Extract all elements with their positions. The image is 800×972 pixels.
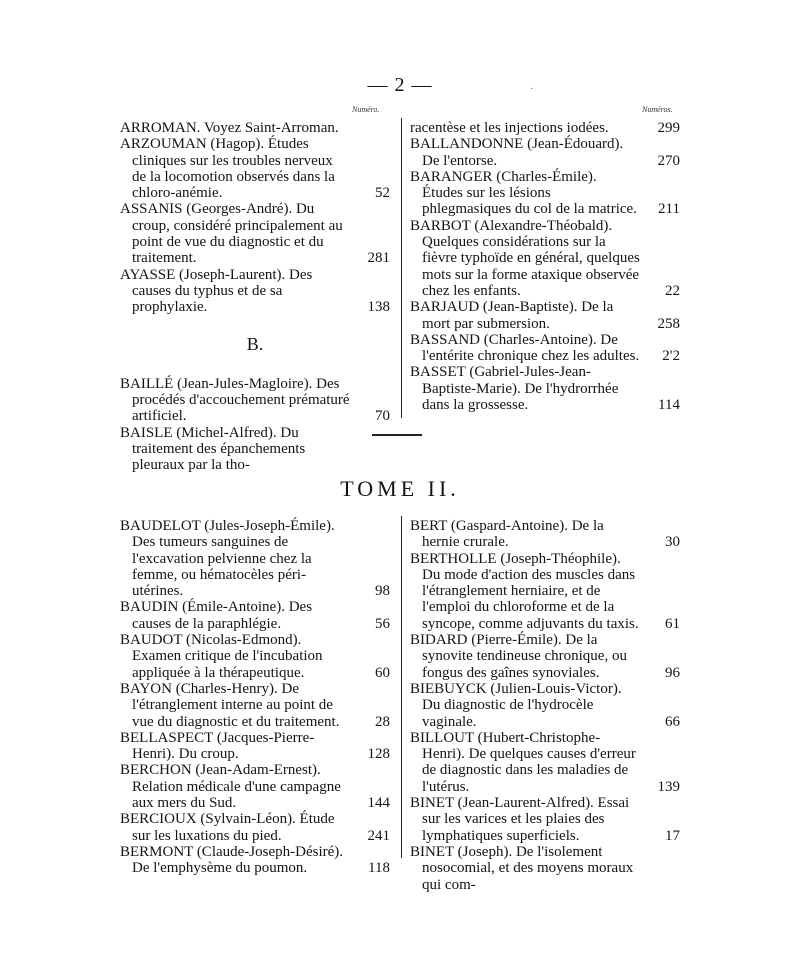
- entry-text: BAUDOT (Nicolas-Edmond). Examen critique de l'incubation appliquée à la thérapeutique.: [120, 632, 323, 681]
- entry-text: BARJAUD (Jean-Baptiste). De la mort par submersion.: [410, 299, 614, 332]
- index-entry: [410, 681, 680, 730]
- index-entry: [120, 681, 390, 730]
- numero-label-right: Numéros.: [642, 105, 673, 114]
- index-entry: [120, 425, 390, 474]
- index-entry: [410, 299, 680, 332]
- entry-text: BAUDELOT (Jules-Joseph-Émile). Des tumeurs sanguines de l'excavation pelvienne chez la femme, ou hématocèles péri-utérines.: [120, 518, 335, 600]
- entry-text: racentèse et les injections iodées.: [410, 120, 609, 136]
- entry-text: BINET (Joseph). De l'isolement nosocomial, et des moyens moraux qui com-: [410, 843, 634, 893]
- index-entry: [120, 136, 390, 201]
- entry-page-number: 52: [375, 185, 390, 202]
- index-entry: [120, 376, 390, 425]
- entry-text: BAILLÉ (Jean-Jules-Magloire). Des procédés d'accouchement prématuré artificiel.: [120, 375, 350, 425]
- index-entry: [120, 632, 390, 681]
- entry-page-number: 211: [658, 201, 680, 218]
- entry-page-number: 60: [375, 664, 390, 681]
- section-rule: [372, 434, 422, 436]
- index-entry: [410, 795, 680, 844]
- entry-page-number: 118: [368, 860, 390, 877]
- tome2-right-column: [410, 518, 680, 893]
- entry-text: ARROMAN. Voyez Saint-Arroman.: [120, 120, 339, 136]
- section-letter: B.: [246, 333, 264, 354]
- entry-text: ASSANIS (Georges-André). Du croup, considéré principalement au point de vue du diagnostic et du traitement.: [120, 201, 343, 267]
- tome2-right-entries: [410, 518, 680, 893]
- entry-page-number: 2'2: [662, 348, 680, 365]
- entry-text: BAISLE (Michel-Alfred). Du traitement des épanchements pleuraux par la tho-: [120, 424, 306, 474]
- entry-page-number: 144: [367, 795, 390, 812]
- index-entry: [120, 811, 390, 844]
- entry-page-number: 28: [375, 713, 390, 730]
- tome1-right-entries: [410, 120, 680, 413]
- entry-text: BERMONT (Claude-Joseph-Désiré). De l'emphysème du poumon.: [120, 843, 344, 877]
- entry-text: BARANGER (Charles-Émile). Études sur les lésions phlegmasiques du col de la matrice.: [410, 168, 637, 218]
- index-entry: [410, 551, 680, 632]
- index-entry: [410, 169, 680, 218]
- index-entry: [410, 844, 680, 893]
- index-entry: [410, 364, 680, 413]
- entry-page-number: 270: [657, 152, 680, 169]
- entry-text: BINET (Jean-Laurent-Alfred). Essai sur les varices et les plaies des lymphatiques superficiels.: [410, 795, 630, 844]
- column-divider-bottom: [401, 516, 402, 858]
- column-divider-top: [401, 118, 402, 418]
- entry-page-number: 114: [658, 397, 680, 414]
- entry-page-number: 241: [367, 827, 390, 844]
- index-entry: [120, 599, 390, 632]
- page-number: — 2 —: [367, 74, 433, 96]
- tome1-right-column: [410, 120, 680, 413]
- index-entry: [120, 267, 390, 316]
- entry-page-number: 258: [657, 315, 680, 332]
- entry-page-number: 281: [367, 250, 390, 267]
- tome1-left-b-entries: [120, 376, 390, 474]
- entry-text: BERCHON (Jean-Adam-Ernest). Relation médicale d'une campagne aux mers du Sud.: [120, 762, 341, 812]
- tome-heading: TOME II.: [340, 476, 460, 501]
- entry-page-number: 30: [665, 534, 680, 551]
- entry-text: BARBOT (Alexandre-Théobald). Quelques considérations sur la fièvre typhoïde en général, quelques mots sur la forme ataxique observée chez les enfants.: [410, 217, 640, 299]
- entry-text: AYASSE (Joseph-Laurent). Des causes du typhus et de sa prophylaxie.: [120, 266, 313, 316]
- index-entry: [410, 218, 680, 299]
- entry-page-number: 138: [367, 299, 390, 316]
- index-entry: [120, 120, 390, 136]
- entry-page-number: 56: [375, 615, 390, 632]
- entry-page-number: 66: [665, 713, 680, 730]
- entry-text: BAUDIN (Émile-Antoine). Des causes de la paraphlégie.: [120, 599, 313, 632]
- entry-page-number: 61: [665, 615, 680, 632]
- entry-text: BIDARD (Pierre-Émile). De la synovite tendineuse chronique, ou fongus des gaînes synoviales.: [410, 632, 627, 681]
- index-entry: [410, 332, 680, 365]
- index-entry: [120, 201, 390, 266]
- entry-text: BIEBUYCK (Julien-Louis-Victor). Du diagnostic de l'hydrocèle vaginale.: [410, 680, 622, 730]
- entry-page-number: 96: [665, 664, 680, 681]
- numero-label-left: Numéro.: [352, 105, 380, 114]
- index-entry: [410, 120, 680, 136]
- entry-page-number: 17: [665, 827, 680, 844]
- entry-page-number: 22: [665, 282, 680, 299]
- entry-page-number: 70: [375, 408, 390, 425]
- tome2-left-column: [120, 518, 390, 877]
- entry-text: ARZOUMAN (Hagop). Études cliniques sur les troubles nerveux de la locomotion observés dans la chloro-anémie.: [120, 136, 335, 202]
- index-entry: [410, 136, 680, 169]
- entry-text: BASSAND (Charles-Antoine). De l'entérite chronique chez les adultes.: [410, 331, 640, 365]
- tome1-left-entries: [120, 120, 390, 316]
- index-entry: [120, 762, 390, 811]
- entry-text: BAYON (Charles-Henry). De l'étranglement interne au point de vue du diagnostic et du traitement.: [120, 680, 340, 730]
- entry-text: BALLANDONNE (Jean-Édouard). De l'entorse.: [410, 136, 624, 169]
- index-entry: [120, 844, 390, 877]
- entry-text: BILLOUT (Hubert-Christophe-Henri). De quelques causes d'erreur de diagnostic dans les maladies de l'utérus.: [410, 729, 636, 795]
- entry-page-number: 98: [375, 583, 390, 600]
- tome1-left-column: [120, 120, 390, 474]
- index-entry: [120, 518, 390, 599]
- index-entry: [410, 518, 680, 551]
- index-entry: [410, 730, 680, 795]
- entry-text: BELLASPECT (Jacques-Pierre-Henri). Du croup.: [120, 729, 315, 763]
- entry-text: BERT (Gaspard-Antoine). De la hernie crurale.: [410, 518, 604, 551]
- entry-page-number: 139: [657, 778, 680, 795]
- index-entry: [410, 632, 680, 681]
- index-entry: [120, 730, 390, 763]
- entry-page-number: 128: [367, 746, 390, 763]
- entry-page-number: 299: [657, 120, 680, 136]
- tome2-left-entries: [120, 518, 390, 877]
- entry-text: BERCIOUX (Sylvain-Léon). Étude sur les luxations du pied.: [120, 811, 335, 844]
- entry-text: BASSET (Gabriel-Jules-Jean-Baptiste-Marie). De l'hydrorrhée dans la grossesse.: [410, 364, 619, 414]
- entry-text: BERTHOLLE (Joseph-Théophile). Du mode d'action des muscles dans l'étranglement herniaire, et de l'emploi du chloroforme et de la syncope, comme adjuvants du taxis.: [410, 550, 639, 632]
- ink-speck: ·: [530, 84, 534, 95]
